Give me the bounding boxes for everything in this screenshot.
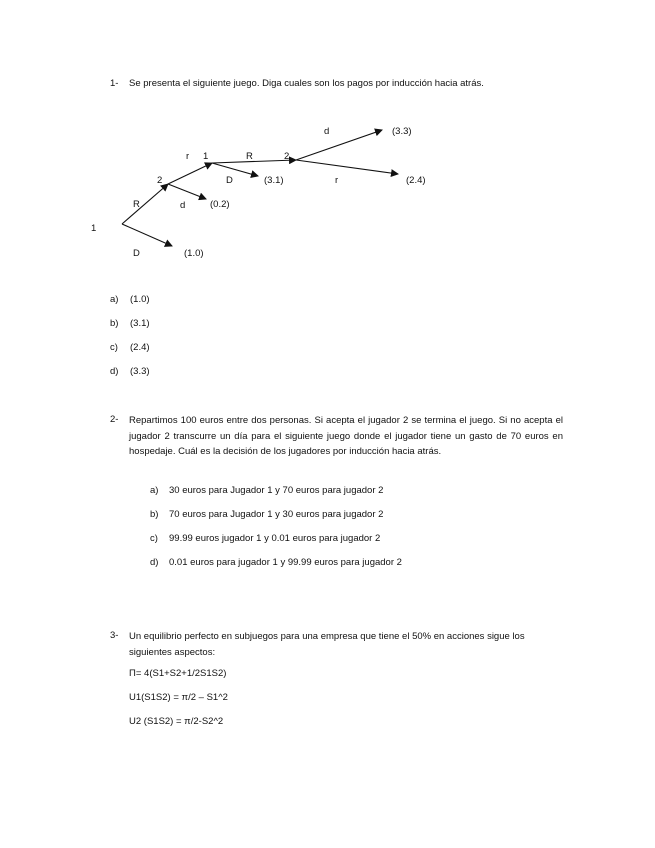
q2-option-c-text: 99.99 euros jugador 1 y 0.01 euros para jugador 2 [169,533,381,544]
q2-option-d-letter: d) [150,557,159,568]
edge-2a-d [168,184,206,199]
move-label-D-2: D [226,175,233,186]
q1-option-c-text: (2.4) [130,342,150,353]
move-label-d-2: d [324,126,330,137]
move-label-R-1: R [133,199,140,210]
question-2-text: Repartimos 100 euros entre dos personas. Si acepta el jugador 2 se termina el juego. Si no acepta el jugador 2 transcurre un día para el siguiente juego donde el jugador tiene un gasto de 70 euros en hospedaje. Cuál es la decisión de los jugadores por inducción hacia atrás. [129,415,563,457]
payoff-3-3: (3.3) [392,126,412,137]
node-player-2-c: 2 [284,151,290,162]
formula-utility-2: U2 (S1S2) = π/2-S2^2 [129,716,224,727]
node-player-1-b: 1 [203,151,209,162]
q1-option-d-letter: d) [110,366,119,377]
edge-root-D [122,224,172,246]
move-label-D-1: D [133,248,140,259]
edge-2c-d [296,130,382,160]
q2-option-d-text: 0.01 euros para jugador 1 y 99.99 euros para jugador 2 [169,557,402,568]
question-3-text: Un equilibrio perfecto en subjuegos para una empresa que tiene el 50% en acciones sigue los siguientes aspectos: [129,631,525,658]
move-label-r-2: r [335,175,339,186]
payoff-1-0: (1.0) [184,248,204,259]
question-1-text: Se presenta el siguiente juego. Diga cuales son los pagos por inducción hacia atrás. [129,78,484,89]
q1-option-b-text: (3.1) [130,318,150,329]
move-label-R-2: R [246,151,253,162]
formula-profit: Π= 4(S1+S2+1/2S1S2) [129,668,227,679]
node-player-1-root: 1 [91,223,97,234]
question-3-number: 3- [110,630,119,641]
q2-option-a-text: 30 euros para Jugador 1 y 70 euros para jugador 2 [169,485,384,496]
question-1-number: 1- [110,78,119,89]
q2-option-b-letter: b) [150,509,159,520]
q1-option-a-letter: a) [110,294,119,305]
question-2-number: 2- [110,414,119,425]
edge-root-R [122,184,168,224]
formula-utility-1: U1(S1S2) = π/2 – S1^2 [129,692,228,703]
node-player-2-a: 2 [157,175,163,186]
move-label-d-1: d [180,200,186,211]
move-label-r-1: r [186,151,190,162]
q1-option-d-text: (3.3) [130,366,150,377]
edge-1b-D [212,163,258,176]
edge-2c-r [296,160,398,174]
payoff-2-4: (2.4) [406,175,426,186]
q2-option-b-text: 70 euros para Jugador 1 y 30 euros para jugador 2 [169,509,384,520]
q2-option-a-letter: a) [150,485,159,496]
payoff-0-2: (0.2) [210,199,230,210]
payoff-3-1: (3.1) [264,175,284,186]
q1-option-c-letter: c) [110,342,118,353]
edge-2a-r [168,163,212,184]
q2-option-c-letter: c) [150,533,158,544]
q1-option-b-letter: b) [110,318,119,329]
q1-option-a-text: (1.0) [130,294,150,305]
